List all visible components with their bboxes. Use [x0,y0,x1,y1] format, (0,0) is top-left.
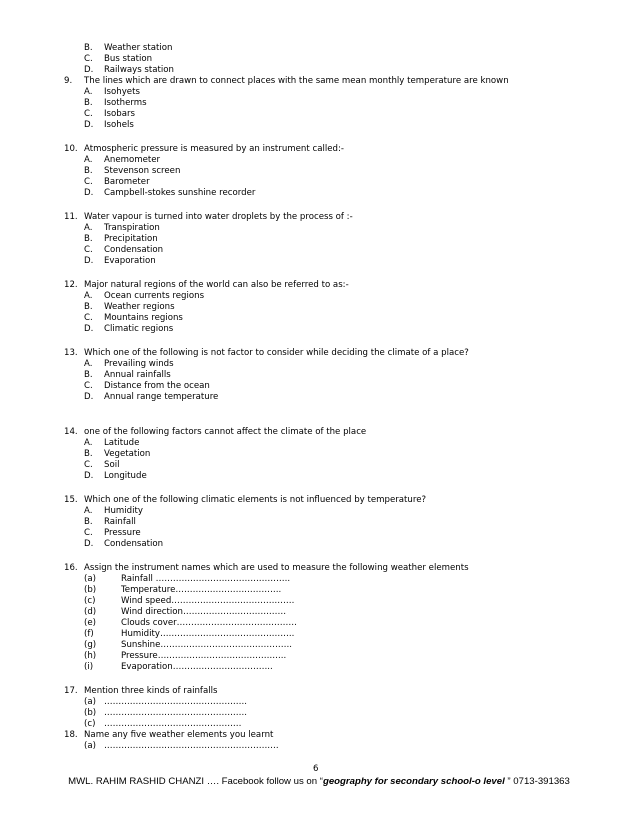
part-letter: (i) [84,662,94,672]
part-letter: (h) [84,651,97,661]
option-text: Annual range temperature [104,392,219,402]
option-text: Longitude [104,471,147,481]
question-text: Assign the instrument names which are used to measure the following weather elements [84,563,469,573]
option-letter: A. [84,359,93,369]
question-text: Which one of the following climatic elements is not influenced by temperature? [84,495,427,505]
option-letter: B. [84,98,93,108]
page-number: 6 [313,764,319,774]
option-text: Anemometer [104,155,161,165]
option-letter: C. [84,528,93,538]
option-letter: C. [84,381,93,391]
option-letter: A. [84,223,93,233]
part-letter: (a) [84,741,96,751]
part-letter: (a) [84,697,96,707]
option-letter: A. [84,506,93,516]
question-text: one of the following factors cannot affect the climate of the place [84,427,367,437]
option-letter: C. [84,460,93,470]
option-text: Campbell-stokes sunshine recorder [104,188,256,198]
option-text: Rainfall [104,517,136,527]
option-text: Prevailing winds [104,359,174,369]
option-text: Annual rainfalls [104,370,171,380]
part-letter: (c) [84,719,96,729]
question-number: 17. [64,686,78,696]
answer-line: ……………………………………………………. [104,741,279,751]
option-text: Condensation [104,245,164,255]
question-text: The lines which are drawn to connect places with the same mean monthly temperature are known [84,76,509,86]
option-text: Isotherms [104,98,147,108]
footer-prefix: MWL. RAHIM RASHID CHANZI …. Facebook follow us on “ [68,776,323,787]
part-text: Humidity……………………………………….. [121,629,295,639]
part-text: Wind speed……………………………………. [121,596,295,606]
footer-emphasis: geography for secondary school-o level [322,776,505,787]
option-text: Weather station [104,43,173,53]
option-text: Isohyets [104,87,140,97]
option-letter: C. [84,177,93,187]
part-text: Pressure……………………………………... [121,651,287,661]
part-letter: (e) [84,618,96,628]
option-letter: D. [84,65,94,75]
question-text: Mention three kinds of rainfalls [84,686,218,696]
option-text: Bus station [104,54,153,64]
option-text: Barometer [104,177,150,187]
question-number: 11. [64,212,78,222]
part-letter: (b) [84,585,97,595]
option-letter: B. [84,302,93,312]
part-letter: (a) [84,574,96,584]
footer-suffix: ” 0713-391363 [504,776,570,787]
option-letter: B. [84,43,93,53]
option-letter: C. [84,245,93,255]
part-text: Wind direction……………………………… [121,607,287,617]
part-letter: (g) [84,640,97,650]
option-letter: A. [84,438,93,448]
option-letter: B. [84,517,93,527]
option-letter: C. [84,109,93,119]
option-letter: D. [84,120,94,130]
question-number: 16. [64,563,78,573]
question-text: Major natural regions of the world can also be referred to as:- [84,280,349,290]
option-text: Latitude [104,438,140,448]
part-text: Clouds cover…………………………………… [121,618,297,628]
part-letter: (f) [84,629,94,639]
question-number: 15. [64,495,78,505]
option-text: Railways station [104,65,174,75]
option-letter: A. [84,291,93,301]
option-text: Precipitation [104,234,158,244]
option-letter: B. [84,234,93,244]
option-letter: D. [84,539,94,549]
question-number: 12. [64,280,78,290]
option-letter: B. [84,166,93,176]
option-text: Ocean currents regions [104,291,205,301]
option-letter: B. [84,370,93,380]
question-text: Water vapour is turned into water droplets by the process of :- [84,212,353,222]
option-text: Transpiration [104,223,160,233]
option-letter: C. [84,54,93,64]
question-text: Which one of the following is not factor to consider while deciding the climate of a place? [84,348,469,358]
option-letter: B. [84,449,93,459]
option-letter: C. [84,313,93,323]
part-text: Rainfall ……………………………………….. [121,574,291,584]
question-text: Name any five weather elements you learnt [84,730,274,740]
question-number: 9. [64,76,73,86]
question-number: 14. [64,427,78,437]
option-text: Soil [104,460,120,470]
option-letter: D. [84,471,94,481]
option-letter: D. [84,256,94,266]
question-number: 10. [64,144,78,154]
option-letter: A. [84,87,93,97]
question-number: 13. [64,348,78,358]
part-letter: (c) [84,596,96,606]
option-text: Stevenson screen [104,166,181,176]
question-text: Atmospheric pressure is measured by an instrument called:- [84,144,344,154]
option-text: Distance from the ocean [104,381,210,391]
option-letter: A. [84,155,93,165]
option-text: Isohels [104,120,134,130]
option-text: Isobars [104,109,136,119]
option-text: Pressure [104,528,141,538]
answer-line: ………………………………………….. [104,708,247,718]
part-text: Evaporation…………………………….. [121,662,273,672]
option-letter: D. [84,392,94,402]
option-text: Humidity [104,506,143,516]
question-number: 18. [64,730,78,740]
option-text: Mountains regions [104,313,183,323]
option-text: Evaporation [104,256,156,266]
page-footer [0,776,638,787]
option-text: Condensation [104,539,164,549]
part-text: Sunshine………………………………………. [121,640,293,650]
part-letter: (b) [84,708,97,718]
answer-line: ………………………………………… [104,719,242,729]
part-text: Temperature………………………………. [121,585,282,595]
option-text: Climatic regions [104,324,174,334]
answer-line: ………………………………………….. [104,697,247,707]
part-letter: (d) [84,607,97,617]
option-text: Weather regions [104,302,175,312]
option-letter: D. [84,324,94,334]
option-text: Vegetation [104,449,151,459]
option-letter: D. [84,188,94,198]
